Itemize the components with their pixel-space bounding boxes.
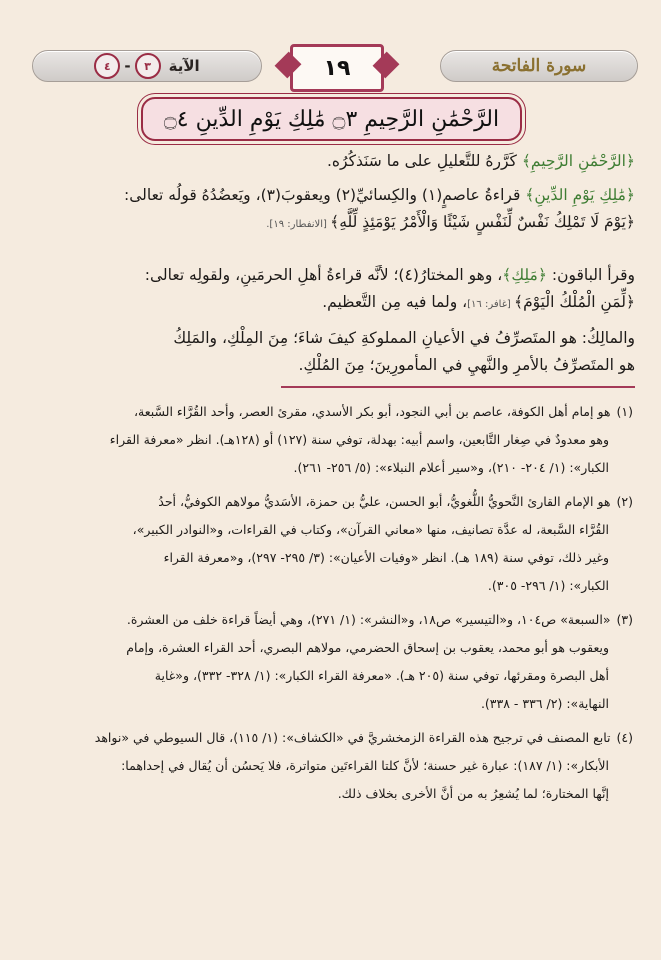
footnote-line: تابع المصنف في ترجيح هذه القراءة الزمخشريَّ في «الكشاف»: (١/ ١١٥)، قال السيوطي في «نواهد — [94, 730, 611, 745]
verse-banner — [141, 97, 522, 141]
footnote-line: وهو معدودٌ في صِغار التَّابعين، واسم أبيه: بهدلة، توفي سنة (١٢٧) أو (١٢٨هـ). انظر «معرفة القراء — [109, 432, 609, 447]
ayah-dash: - — [124, 57, 131, 75]
footnote-line: الكبار»: (١/ ٢٩٦- ٣٠٥). — [487, 578, 609, 593]
surah-title-frame — [440, 50, 638, 82]
surah-title: سورة الفاتحة — [491, 56, 587, 76]
footnote-line: إنَّها المختارة؛ لما يُشعِرُ به من أنَّ الأخرى بخلاف ذلك. — [337, 786, 609, 801]
paragraph-3 — [26, 262, 635, 318]
quran-quote: ﴿الرَّحْمَٰنِ الرَّحِيمِ﴾ — [521, 152, 635, 170]
footnote-separator — [281, 386, 635, 388]
footnote-number: (٤) — [616, 730, 633, 745]
ayah-indicator — [32, 50, 262, 82]
footnote-1 — [22, 398, 633, 482]
footnote-line: الأبكار»: (١/ ١٨٧): عبارة غير حسنة؛ لأنَّ كلتا القراءتَين متواترة، فلا يَحسُن أن يُقال في إحداهما: — [121, 758, 609, 773]
paragraph-text: كَرَّرهُ للتَّعليلِ على ما سَنَذكُرُه. — [326, 152, 522, 170]
footnote-number: (١) — [616, 404, 633, 419]
footnote-line: ويعقوب هو أبو محمد، يعقوب بن إسحاق الحضرمي، مولاهم البصري، أحد القراء العشرة، وإمام — [126, 640, 609, 655]
footnote-number: (٣) — [616, 612, 633, 627]
ayah-from-medal: ٣ — [135, 53, 161, 79]
page-number-frame — [290, 44, 384, 92]
paragraph-4 — [26, 325, 635, 379]
footnote-line: أهل البصرة ومقرئها، توفي سنة (٢٠٥ هـ). «معرفة القراء الكبار»: (١/ ٣٢٨- ٣٣٢)، و«غاية — [154, 668, 609, 683]
paragraph-2 — [26, 182, 635, 238]
ayah-to-medal: ٤ — [94, 53, 120, 79]
footnote-line: هو إمام أهل الكوفة، عاصم بن أبي النجود، أبو بكر الأسدي، مقرئ العصر، وأحد القُرَّاء السَّبعة، — [133, 404, 611, 419]
footnote-line: الكبار»: (١/ ٢٠٤- ٢١٠)، و«سير أعلام النبلاء»: (٥/ ٢٥٦- ٢٦١). — [293, 460, 609, 475]
footnotes — [22, 398, 633, 808]
paragraph-text: ، ولما فيه مِن التَّعظيم. — [322, 293, 468, 311]
ayah-label: الآية — [168, 57, 200, 75]
paragraph-line: والمالِكُ: هو المتَصرِّفُ في الأعيانِ المملوكةِ كيفَ شاءَ؛ مِنَ المِلْكِ، والمَلِكُ — [173, 329, 635, 347]
quran-quote: ﴿يَوْمَ لَا تَمْلِكُ نَفْسٌ لِّنَفْسٍ شَيْئًا وَالْأَمْرُ يَوْمَئِذٍ لِّلَّهِ﴾ — [330, 213, 635, 231]
verse-reference: [غافر: ١٦] — [467, 299, 514, 310]
quran-quote: ﴿مَٰلِكِ يَوْمِ الدِّينِ﴾ — [525, 186, 635, 204]
footnote-line: وغير ذلك، توفي سنة (١٨٩ هـ). انظر «وفيات الأعيان»: (٣/ ٢٩٥- ٢٩٧)، و«معرفة القراء — [163, 550, 609, 565]
footnote-2 — [22, 488, 633, 600]
quran-quote: ﴿لِّمَنِ الْمُلْكُ الْيَوْمَ﴾ — [514, 293, 635, 311]
footnote-line: «السبعة» ص١٠٤، و«التيسير» ص١٨، و«النشر»: (١/ ٢٧١)، وهي أيضاً قراءة خلف من العشرة. — [126, 612, 611, 627]
paragraph-text: ، وهو المختارُ(٤)؛ لأنَّه قراءةُ أهلِ الحرمَينِ، ولقولِه تعالى: — [144, 266, 503, 284]
footnote-number: (٢) — [616, 494, 633, 509]
page-header — [22, 44, 638, 88]
footnote-3 — [22, 606, 633, 718]
footnote-4 — [22, 724, 633, 808]
verse-reference: [الانفطار: ١٩]. — [266, 219, 331, 230]
footnote-line: القُرَّاء السَّبعة، له عدَّة تصانيف، منها «معاني القرآن»، وكتاب في القراءات، و«النوادر الكبير»، — [132, 522, 609, 537]
verse-banner-text: الرَّحْمَٰنِ الرَّحِيمِ ۝٣ مَٰلِكِ يَوْمِ الدِّينِ ۝٤ — [163, 106, 500, 132]
ayah-range — [94, 53, 160, 79]
footnote-line: هو الإمام القارئ النَّحويُّ اللُّغويُّ، أبو الحسن، عليُّ بن حمزة، الأسَديُّ مولاهم الكوفيُّ، أحدُ — [158, 494, 611, 509]
paragraph-text: وقرأ الباقون: — [546, 266, 635, 284]
page-number: ١٩ — [323, 55, 351, 81]
paragraph-text: قراءةُ عاصمٍ(١) والكِسائيِّ(٢) ويعقوبَ(٣)، ويَعضُدُهُ قولُه تعالى: — [123, 186, 526, 204]
paragraph-line: هو المتَصرِّفُ بالأمرِ والنَّهيِ في المأمورِينَ؛ مِنَ المُلْكِ. — [298, 356, 635, 374]
paragraph-1 — [26, 148, 635, 175]
footnote-line: النهاية»: (٢/ ٣٣٦ - ٣٣٨). — [480, 696, 609, 711]
quran-quote: ﴿مَلِكِ﴾ — [502, 266, 547, 284]
